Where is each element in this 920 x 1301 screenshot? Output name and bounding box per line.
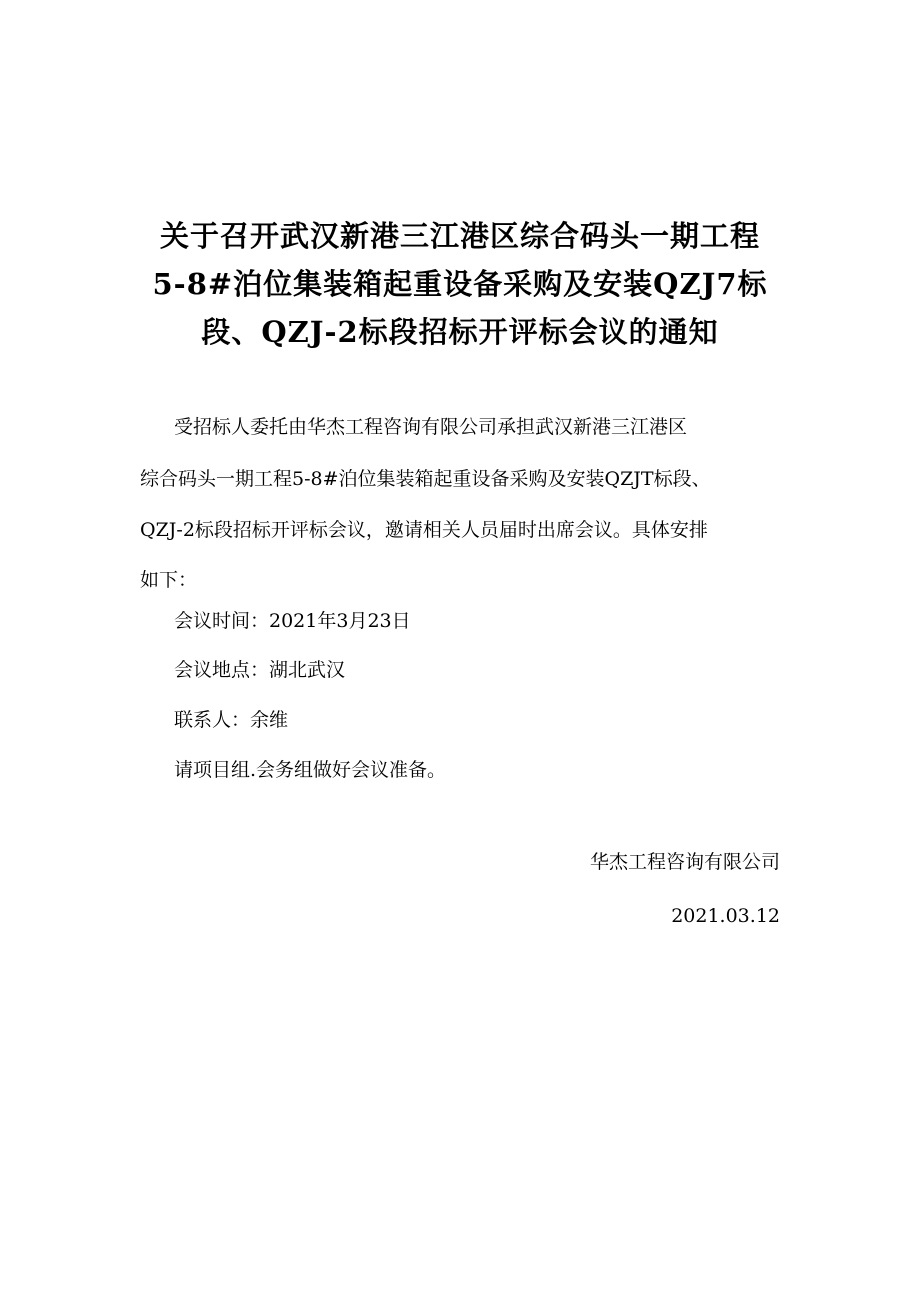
intro-line-2: 综合码头一期工程5-8#泊位集装箱起重设备采购及安装QZJT标段、 xyxy=(140,468,711,490)
issuer-name: 华杰工程咨询有限公司 xyxy=(589,851,780,873)
meeting-place: 会议地点：湖北武汉 xyxy=(174,659,346,681)
meeting-time: 会议时间：2021年3月23日 xyxy=(174,610,411,632)
intro-line-3: QZJ-2标段招标开评标会议，邀请相关人员届时出席会议。具体安排 xyxy=(140,519,708,541)
intro-line-1: 受招标人委托由华杰工程咨询有限公司承担武汉新港三江港区 xyxy=(174,416,688,438)
title-line-3: 段、QZJ-2标段招标开评标会议的通知 xyxy=(201,315,719,349)
title-line-2: 5-8#泊位集装箱起重设备采购及安装QZJ7标 xyxy=(152,267,768,301)
issue-date: 2021.03.12 xyxy=(671,905,780,927)
intro-line-4: 如下： xyxy=(140,569,198,591)
title-line-1: 关于召开武汉新港三江港区综合码头一期工程 xyxy=(159,219,760,253)
contact-person: 联系人：余维 xyxy=(174,709,289,731)
preparation-request: 请项目组.会务组做好会议准备。 xyxy=(174,759,447,781)
notice-title xyxy=(140,212,780,356)
